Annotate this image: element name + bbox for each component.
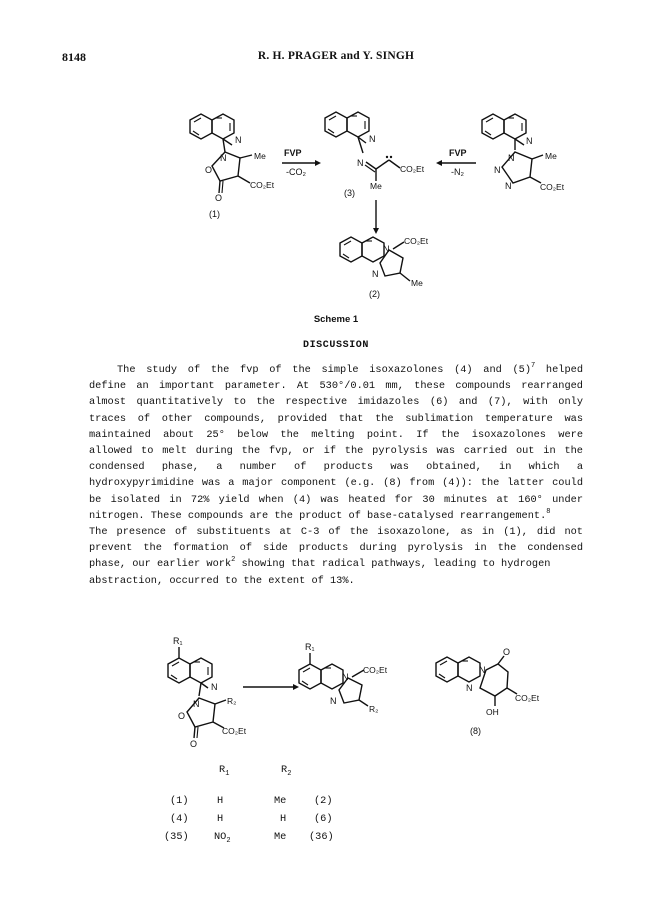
table-cell-product: (2) (314, 795, 333, 807)
text-line: be isolated in 72% yield when (4) was heated for 30 minutes at 160° under (89, 493, 583, 506)
atom-label: N (220, 153, 227, 163)
text-line: The presence of substituents at C-3 of the isoxazolone, as in (1), did not (89, 526, 583, 539)
substituent-r1: R₁ (173, 636, 183, 646)
atom-label: N (508, 153, 515, 163)
table-header-r2: $R_2$ (281, 764, 292, 778)
atom-label: O (190, 739, 198, 749)
reference-superscript: 8 (546, 507, 551, 516)
reaction-arrow-fvp-co2 (282, 148, 321, 177)
text-line: hydroxypyrimidine was a major component (e.g. (8) from (4)): the latter could (89, 477, 583, 490)
atom-label: N (211, 682, 218, 692)
atom-label: O (178, 711, 186, 721)
arrow-label-n2: -N₂ (451, 167, 464, 177)
compound-label-3: (3) (344, 188, 355, 198)
page-number: 8148 (62, 50, 86, 64)
table-cell-compound: (4) (170, 813, 189, 825)
table-cell-r1: $NO_2$ (214, 831, 231, 845)
atom-label: N (466, 683, 473, 693)
arrow-label-fvp: FVP (284, 148, 302, 158)
substituent-r1: R₁ (305, 642, 315, 652)
atom-label: N (235, 135, 242, 145)
atom-label: N (505, 181, 512, 191)
text-line: condensed phase, a number of products was obtained, in which a (89, 461, 583, 474)
reference-superscript: 2 (231, 556, 236, 565)
compound-1-structure (190, 114, 275, 219)
atom-label: N (494, 165, 501, 175)
compound-8-structure (436, 647, 540, 736)
substituent-r2: R₂ (369, 704, 379, 714)
discussion-paragraph (89, 362, 583, 589)
reference-superscript: 7 (531, 362, 536, 370)
atom-label: CO₂Et (222, 726, 247, 736)
atom-label: CO₂Et (400, 164, 425, 174)
atom-label: N (372, 269, 379, 279)
table-cell-r1: H (217, 795, 224, 807)
compound-2-structure (340, 236, 429, 299)
compound-label-1: (1) (209, 209, 220, 219)
text-line: nitrogen. These compounds are the product of base-catalysed rearrangement.$^8$ (89, 507, 551, 522)
imidazole-generic-structure (299, 642, 388, 714)
arrow-label-fvp: FVP (449, 148, 467, 158)
substituent-r2: R₂ (227, 696, 237, 706)
scheme-1-figure (0, 0, 672, 310)
atom-label: Me (545, 151, 557, 161)
text-line: define an important parameter. At 530°/0.01 mm, these compounds rearranged (89, 380, 583, 393)
text-line: allowed to melt during the fvp, or if the pyrolysis was carried out in the (89, 445, 583, 458)
atom-label: N (383, 244, 390, 254)
atom-label: CO₂Et (404, 236, 429, 246)
compound-label-8: (8) (470, 726, 481, 736)
compound-3-structure (325, 112, 425, 198)
arrow-label-co2: -CO₂ (286, 167, 306, 177)
table-cell-compound: (35) (164, 831, 189, 843)
atom-label: N (357, 158, 364, 168)
text-line: almost quantitatively to the respective imidazoles (6) and (7), with only (89, 396, 583, 409)
table-cell-compound: (1) (170, 795, 189, 807)
atom-label: CO₂Et (540, 182, 565, 192)
table-cell-product: (36) (309, 831, 334, 843)
scheme-2-figure (0, 618, 672, 768)
reaction-arrow-fvp-n2 (436, 148, 476, 177)
text-line: prevent the formation of side products during pyrolysis in the condensed (89, 542, 583, 555)
text-line: abstraction, occurred to the extent of 13%. (89, 574, 355, 587)
table-cell-r2: Me (274, 831, 287, 843)
atom-label: N (369, 134, 376, 144)
isoxazolone-generic-structure (168, 636, 247, 749)
atom-label: Me (370, 181, 382, 191)
scheme-1-caption: Scheme 1 (313, 314, 359, 325)
atom-label: N (526, 136, 533, 146)
table-header-r1: $R_1$ (219, 764, 230, 778)
section-heading-discussion: DISCUSSION (302, 340, 369, 351)
compound-label-2: (2) (369, 289, 380, 299)
atom-label: O (205, 165, 213, 175)
atom-label: Me (411, 278, 423, 288)
table-cell-r2: H (280, 813, 287, 825)
text-line: The study of the fvp of the simple isoxazolones (4) and $(5)^7$ helped (117, 362, 583, 376)
table-cell-product: (6) (314, 813, 333, 825)
triazole-precursor-structure (482, 114, 565, 192)
reaction-arrow-down (373, 200, 379, 234)
atom-label: Me (254, 151, 266, 161)
atom-label: N (193, 699, 200, 709)
text-line: maintained about 25° below the melting point. If the isoxazolones were (89, 428, 583, 441)
atom-label: N (342, 672, 349, 682)
reaction-arrow-right (243, 684, 299, 690)
table-cell-r2: Me (274, 795, 287, 807)
atom-label: N (330, 696, 337, 706)
running-head: R. H. PRAGER and Y. SINGH (257, 50, 415, 62)
atom-label: OH (486, 707, 499, 717)
atom-label: O (503, 647, 511, 657)
table-cell-r1: H (217, 813, 224, 825)
text-line: phase, our earlier work$^2$ showing that radical pathways, leading to hydrogen (89, 556, 551, 571)
atom-label: CO₂Et (250, 180, 275, 190)
atom-label: CO₂Et (363, 665, 388, 675)
atom-label: CO₂Et (515, 693, 540, 703)
text-line: traces of other compounds, provided that the sublimation temperature was (89, 412, 583, 425)
atom-label: O (215, 193, 223, 203)
atom-label: N (479, 665, 486, 675)
